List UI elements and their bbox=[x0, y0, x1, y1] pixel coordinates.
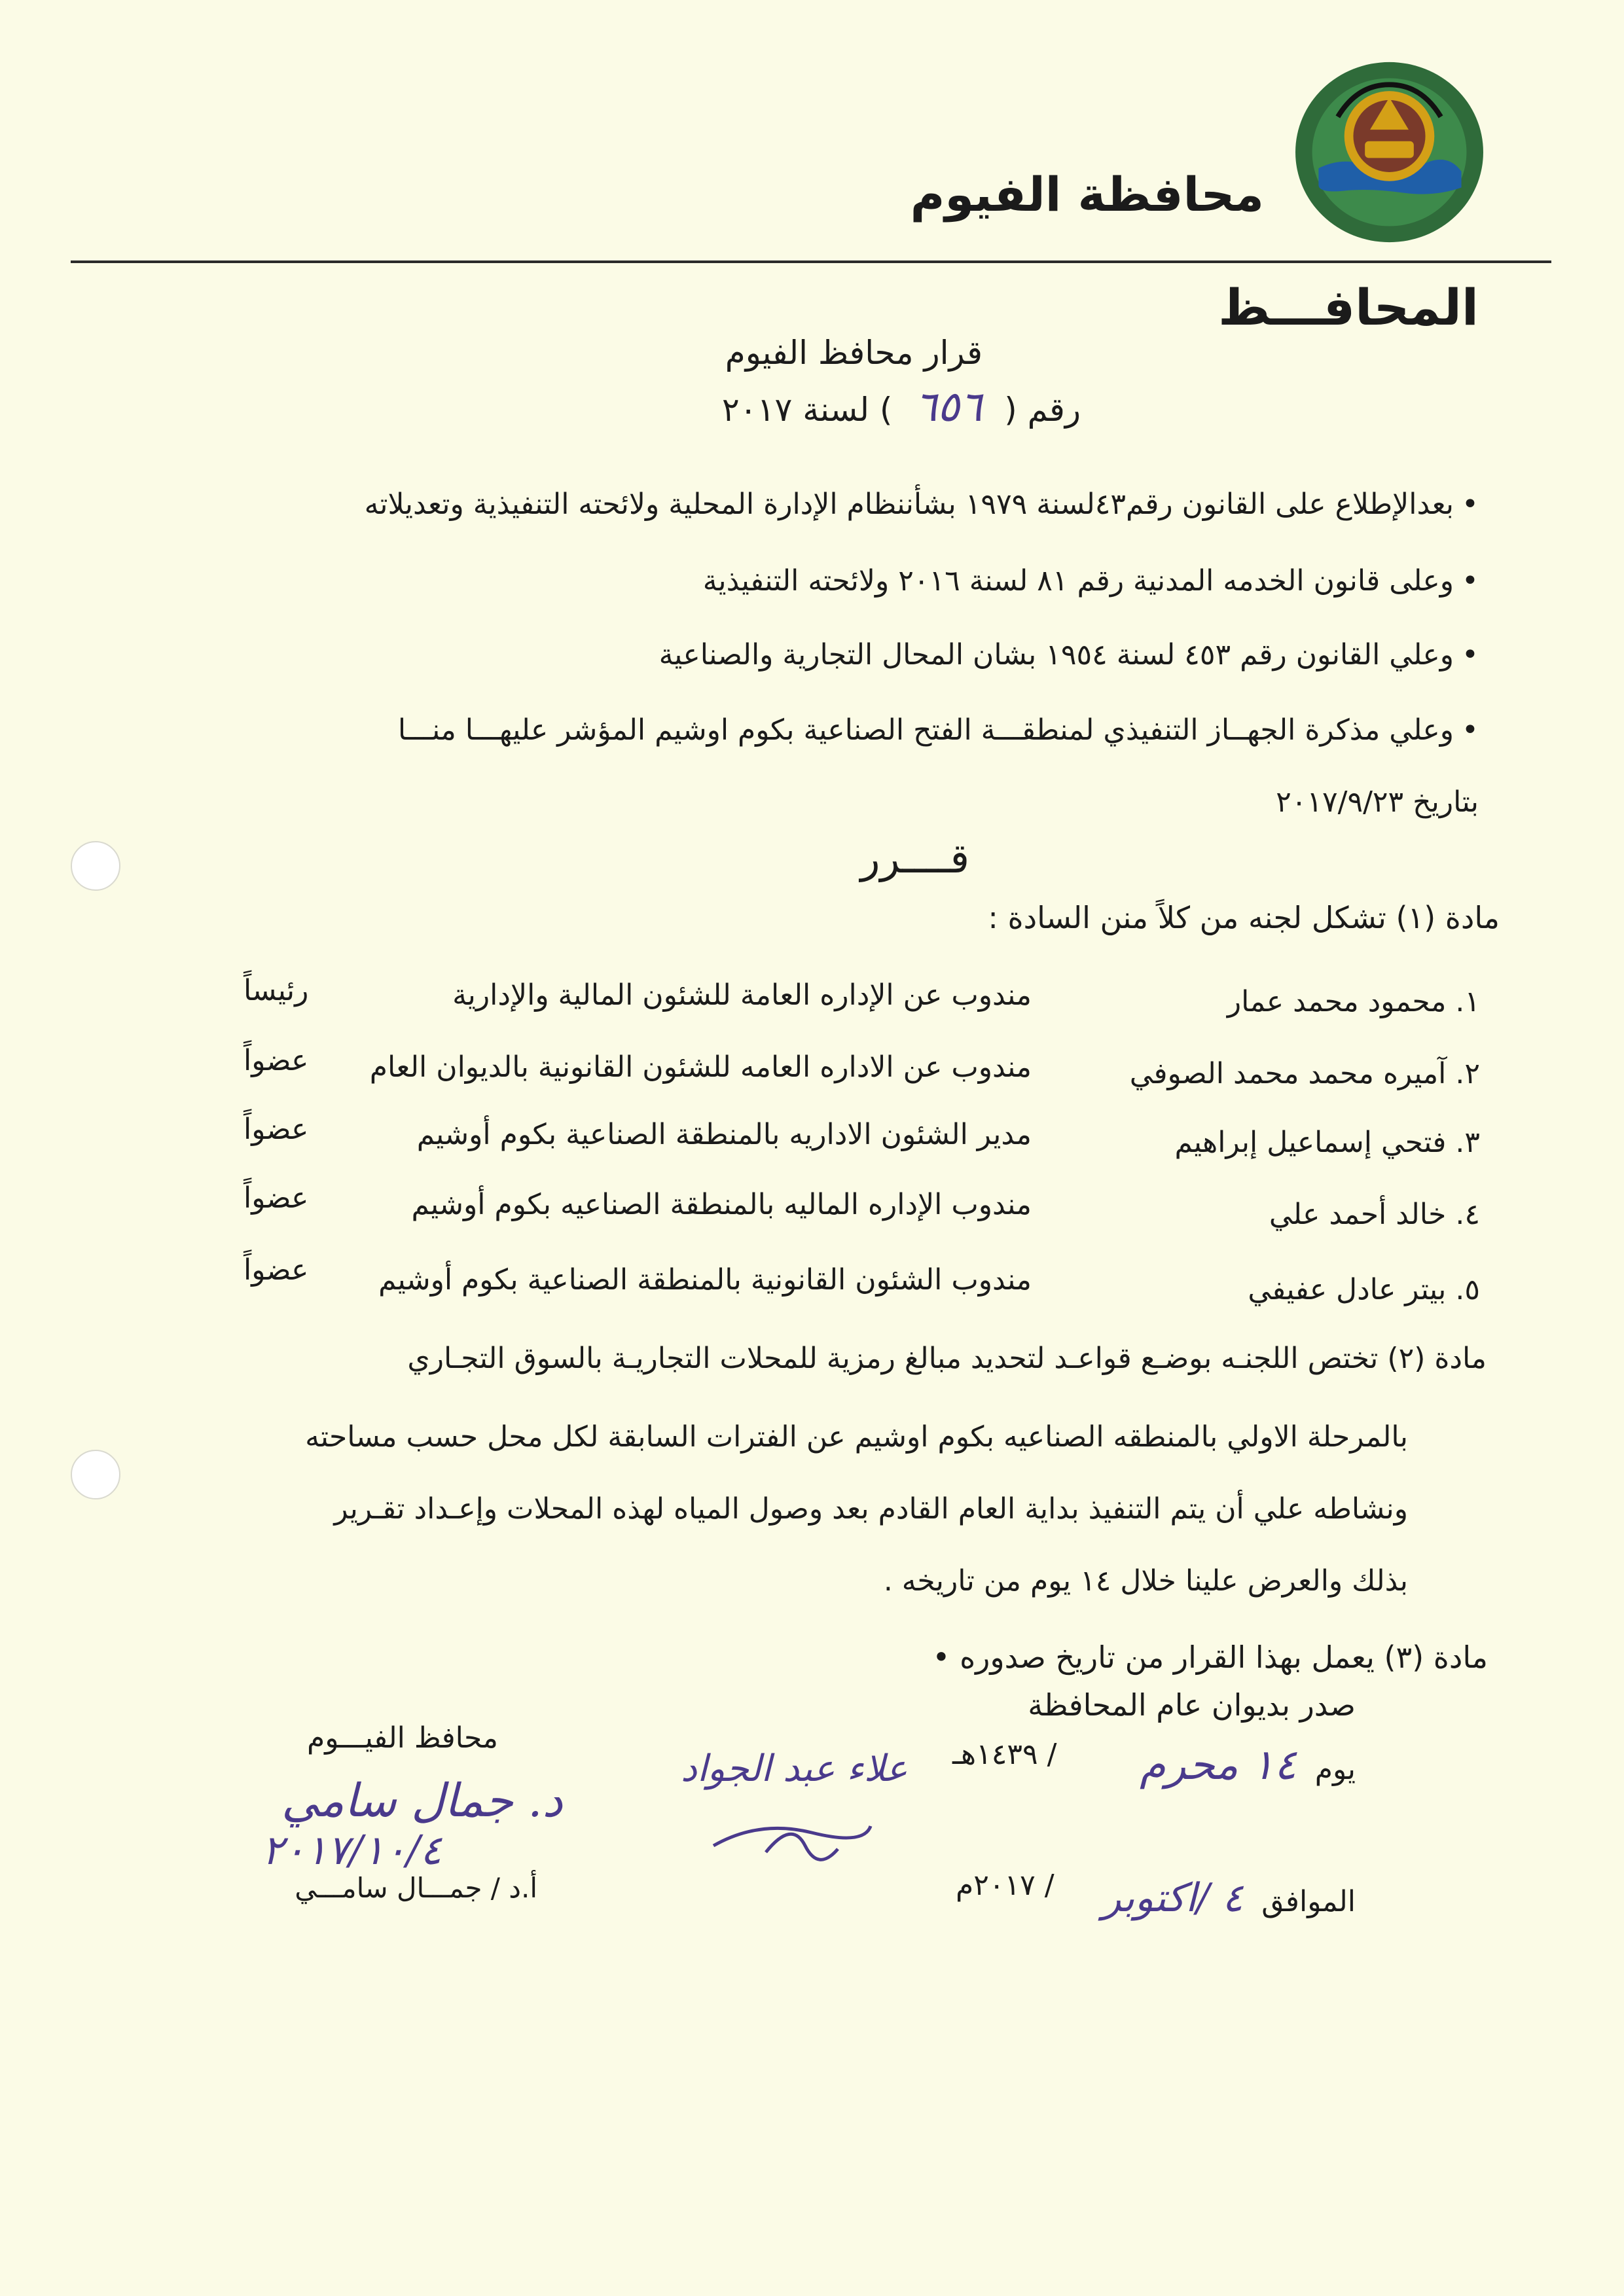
hijri-year: / ١٤٣٩هـ bbox=[952, 1738, 1057, 1771]
member-rank: عضواً bbox=[244, 1181, 309, 1215]
gregorian-year: / ٢٠١٧م bbox=[956, 1869, 1055, 1902]
article-3: مادة (٣) يعمل بهذا القرار من تاريخ صدوره • bbox=[932, 1640, 1488, 1675]
punch-hole-top bbox=[71, 841, 120, 891]
premise-text: بعدالإطلاع على القانون رقم٤٣لسنة ١٩٧٩ بشأننظام الإدارة المحلية ولائحته التنفيذية وتعديلاته bbox=[364, 488, 1454, 521]
article-2-line: بالمرحلة الاولي بالمنطقه الصناعيه بكوم اوشيم عن الفترات السابقة لكل محل حسب مساحته bbox=[305, 1420, 1408, 1454]
member-rank: عضواً bbox=[244, 1044, 309, 1077]
member-rank: عضواً bbox=[244, 1253, 309, 1287]
member-rank: رئيساً bbox=[244, 974, 309, 1007]
gregorian-label: الموافق bbox=[1261, 1885, 1356, 1918]
premise-item: •وعلى قانون الخدمه المدنية رقم ٨١ لسنة ٢٠١٦ ولائحته التنفيذية bbox=[702, 564, 1479, 598]
member-role: مندوب عن الإداره العامة للشئون المالية والإدارية bbox=[452, 978, 1032, 1012]
hijri-handwritten: ١٤ محرم bbox=[1140, 1741, 1297, 1789]
header-divider bbox=[71, 260, 1551, 263]
initials-signature: علاء عبد الجواد bbox=[681, 1748, 908, 1790]
premise-item: •وعلي القانون رقم ٤٥٣ لسنة ١٩٥٤ بشان المحال التجارية والصناعية bbox=[659, 638, 1479, 672]
governor-signature-title: محافظ الفيـــوم bbox=[307, 1721, 498, 1755]
decree-number-prefix: رقم ( bbox=[1004, 391, 1081, 429]
decree-number bbox=[722, 383, 1081, 431]
decree-title: قرار محافظ الفيوم bbox=[725, 334, 983, 372]
article-2-line: مادة (٢) تختص اللجنـه بوضـع قواعـد لتحديد مبالغ رمزية للمحلات التجاريـة بالسوق التجـاري bbox=[407, 1342, 1487, 1375]
initials-scribble bbox=[707, 1793, 877, 1872]
decree-number-suffix: ) لسنة ٢٠١٧ bbox=[721, 391, 893, 429]
premise-text: وعلى قانون الخدمه المدنية رقم ٨١ لسنة ٢٠١٦ ولائحته التنفيذية bbox=[702, 564, 1454, 598]
governor-handwritten-date: ٢٠١٧/١٠/٤ bbox=[262, 1826, 442, 1874]
hijri-label: يوم bbox=[1314, 1753, 1356, 1786]
member-role: مندوب عن الاداره العامه للشئون القانونية بالديوان العام bbox=[369, 1050, 1032, 1084]
governor-handwritten-signature: د. جمال سامي bbox=[281, 1774, 563, 1827]
member-name: ٢. آميره محمد محمد الصوفي bbox=[1129, 1057, 1480, 1090]
premise-continuation: بتاريخ ٢٠١٧/٩/٢٣ bbox=[1276, 785, 1479, 819]
member-name: ٤. خالد أحمد علي bbox=[1269, 1198, 1480, 1231]
governorate-seal-logo bbox=[1293, 59, 1486, 245]
premise-item: •بعدالإطلاع على القانون رقم٤٣لسنة ١٩٧٩ بشأننظام الإدارة المحلية ولائحته التنفيذية وتعديلاته bbox=[364, 488, 1479, 521]
governorate-name: محافظة الفيوم bbox=[910, 167, 1264, 222]
office-title: المحافـــظ bbox=[1218, 278, 1479, 336]
member-name: ١. محمود محمد عمار bbox=[1227, 985, 1480, 1018]
member-name: ٥. بيتر عادل عفيفي bbox=[1248, 1273, 1480, 1306]
decree-number-handwritten: ٦٥٦ bbox=[914, 383, 983, 431]
governor-name: أ.د / جمـــال سامـــي bbox=[295, 1872, 537, 1904]
member-name: ٣. فتحي إسماعيل إبراهيم bbox=[1174, 1126, 1480, 1159]
gregorian-handwritten: ٤ /اكتوبر bbox=[1102, 1875, 1244, 1921]
premise-text: وعلي مذكرة الجهــاز التنفيذي لمنطقـــة الفتح الصناعية بكوم اوشيم المؤشر عليهـــا منـــا bbox=[397, 713, 1454, 747]
member-role: مندوب الإداره الماليه بالمنطقة الصناعيه بكوم أوشيم bbox=[411, 1188, 1032, 1221]
article-1-intro: مادة (١) تشكل لجنه من كلاً منن السادة : bbox=[988, 900, 1500, 935]
issuance-place: صدر بديوان عام المحافظة bbox=[1028, 1687, 1356, 1723]
member-role: مندوب الشئون القانونية بالمنطقة الصناعية بكوم أوشيم bbox=[378, 1263, 1032, 1297]
hijri-date bbox=[1140, 1741, 1356, 1789]
premise-text: وعلي القانون رقم ٤٥٣ لسنة ١٩٥٤ بشان المحال التجارية والصناعية bbox=[659, 638, 1454, 672]
article-2-line: بذلك والعرض علينا خلال ١٤ يوم من تاريخه . bbox=[883, 1564, 1408, 1598]
premise-item: •وعلي مذكرة الجهــاز التنفيذي لمنطقـــة الفتح الصناعية بكوم اوشيم المؤشر عليهـــا منـــا bbox=[397, 713, 1479, 747]
member-role: مدير الشئون الاداريه بالمنطقة الصناعية بكوم أوشيم bbox=[416, 1118, 1032, 1151]
member-rank: عضواً bbox=[244, 1113, 309, 1146]
decided-heading: قــــرر bbox=[860, 834, 969, 882]
punch-hole-bottom bbox=[71, 1450, 120, 1499]
article-2-line: ونشاطه علي أن يتم التنفيذ بداية العام القادم بعد وصول المياه لهذه المحلات وإعـداد تقـرير bbox=[334, 1492, 1408, 1526]
gregorian-date bbox=[1102, 1875, 1356, 1921]
